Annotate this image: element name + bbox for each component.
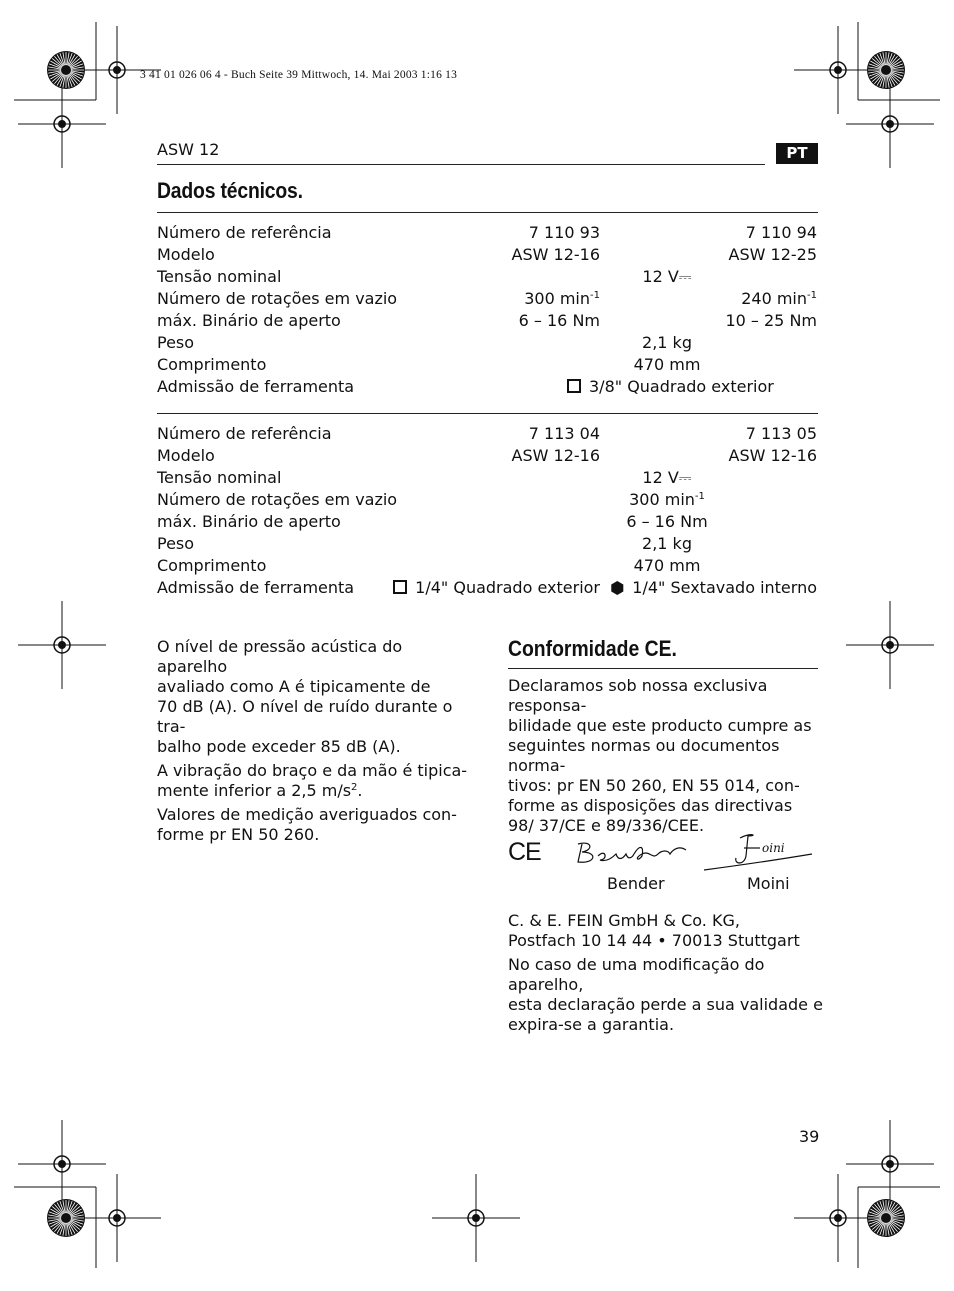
- spec-label: Peso: [157, 534, 195, 553]
- square-drive-icon: [393, 580, 407, 594]
- registration-crosshair: [18, 1120, 106, 1208]
- page-number: 39: [799, 1127, 820, 1146]
- spec-value: 1/4" Quadrado exterior: [393, 577, 600, 599]
- spec-label: máx. Binário de aperto: [157, 512, 341, 531]
- measurement-paragraph: Valores de medição averiguados con- forme pr EN 50 260.: [157, 805, 457, 844]
- spec-label: Número de referência: [157, 223, 332, 242]
- registration-starburst: [867, 1199, 905, 1237]
- section-title-tech-data: Dados técnicos.: [157, 178, 303, 203]
- spec-value: 3/8" Quadrado exterior: [567, 376, 774, 398]
- spec-table-2: [0, 423, 954, 603]
- signature-name-bender: Bender: [607, 874, 665, 893]
- signature-bender: [572, 838, 692, 874]
- registration-crosshair: [846, 1120, 934, 1208]
- ce-mark: CE: [508, 838, 541, 866]
- spec-label: Comprimento: [157, 355, 267, 374]
- noise-paragraph: O nível de pressão acústica do aparelho avaliado como A é tipicamente de 70 dB (A). O nível de ruído durante o tra- balho pode exceder 85 dB (A).: [157, 637, 453, 756]
- registration-crosshair: [846, 601, 934, 689]
- spec-label: Número de rotações em vazio: [157, 289, 398, 308]
- spec-label: Modelo: [157, 245, 215, 264]
- spec-label: Admissão de ferramenta: [157, 578, 355, 597]
- signature-name-moini: Moini: [747, 874, 790, 893]
- signature-moini: [704, 832, 816, 876]
- table-separator: [157, 413, 818, 414]
- company-address: C. & E. FEIN GmbH & Co. KG, Postfach 10 14 44 • 70013 Stuttgart: [508, 911, 800, 950]
- spec-label: máx. Binário de aperto: [157, 311, 341, 330]
- conformity-paragraph: Declaramos sob nossa exclusiva responsa- bilidade que este producto cumpre as seguintes normas ou documentos norma- tivos: pr EN 50 260, EN 55 014, con- forme as disposições das directivas 98/ 37/CE e 89/336/CEE.: [508, 676, 812, 835]
- spec-value: ASW 12-16: [728, 446, 817, 465]
- spec-label: Número de referência: [157, 424, 332, 443]
- registration-crosshair: [846, 80, 934, 168]
- registration-starburst: [47, 1199, 85, 1237]
- spec-value: 7 110 94: [745, 223, 817, 242]
- language-badge: PT: [776, 143, 818, 164]
- spec-value: ASW 12-16: [511, 446, 600, 465]
- spec-label: Admissão de ferramenta: [157, 377, 355, 396]
- registration-crosshair: [432, 1174, 520, 1262]
- spec-value: 6 – 16 Nm: [518, 311, 600, 330]
- registration-starburst: [867, 51, 905, 89]
- spec-value: 2,1 kg: [642, 534, 692, 553]
- spec-value: 1/4" Sextavado interno: [610, 577, 817, 599]
- header-model: ASW 12: [157, 140, 220, 159]
- hex-socket-icon: [610, 581, 624, 595]
- spec-value: 7 113 04: [528, 424, 600, 443]
- print-info-line: 3 41 01 026 06 4 - Buch Seite 39 Mittwoch, 14. Mai 2003 1:16 13: [140, 69, 458, 81]
- spec-value: 470 mm: [633, 556, 701, 575]
- spec-value: 240 $\min^{-1}$: [741, 289, 817, 308]
- spec-value: 12 V⎓: [642, 267, 692, 286]
- noise-vibration-text: [157, 637, 477, 849]
- spec-label: Tensão nominal: [157, 267, 282, 286]
- company-text: [508, 911, 838, 1039]
- title-rule: [157, 212, 818, 213]
- spec-label: Peso: [157, 333, 195, 352]
- modification-warning: No caso de uma modificação do aparelho, esta declaração perde a sua validade e expira-se a garantia.: [508, 955, 823, 1034]
- spec-value: 470 mm: [633, 355, 701, 374]
- spec-label: Modelo: [157, 446, 215, 465]
- spec-label: Tensão nominal: [157, 468, 282, 487]
- spec-value: ASW 12-25: [728, 245, 817, 264]
- spec-value: 2,1 kg: [642, 333, 692, 352]
- spec-table-1: [0, 222, 954, 402]
- spec-value: 12 V⎓: [642, 468, 692, 487]
- spec-value: 7 110 93: [528, 223, 600, 242]
- spec-value: 10 – 25 Nm: [725, 311, 817, 330]
- section-title-conformity: Conformidade CE.: [508, 636, 677, 661]
- square-drive-icon: [567, 379, 581, 393]
- vibration-paragraph: A vibração do braço e da mão é tipica- mente inferior a 2,5 $m/s^2$.: [157, 761, 468, 800]
- spec-value: 7 113 05: [745, 424, 817, 443]
- registration-crosshair: [18, 80, 106, 168]
- spec-label: Número de rotações em vazio: [157, 490, 398, 509]
- registration-crosshair: [18, 601, 106, 689]
- registration-starburst: [47, 51, 85, 89]
- signature-moini-script: oini: [762, 841, 785, 855]
- spec-label: Comprimento: [157, 556, 267, 575]
- spec-value: 6 – 16 Nm: [626, 512, 708, 531]
- spec-value: 300 $\min^{-1}$: [629, 490, 705, 509]
- spec-value: ASW 12-16: [511, 245, 600, 264]
- conformity-rule: [508, 668, 818, 669]
- spec-value: 300 $\min^{-1}$: [524, 289, 600, 308]
- header-rule: [157, 164, 765, 165]
- conformity-text: [508, 676, 828, 840]
